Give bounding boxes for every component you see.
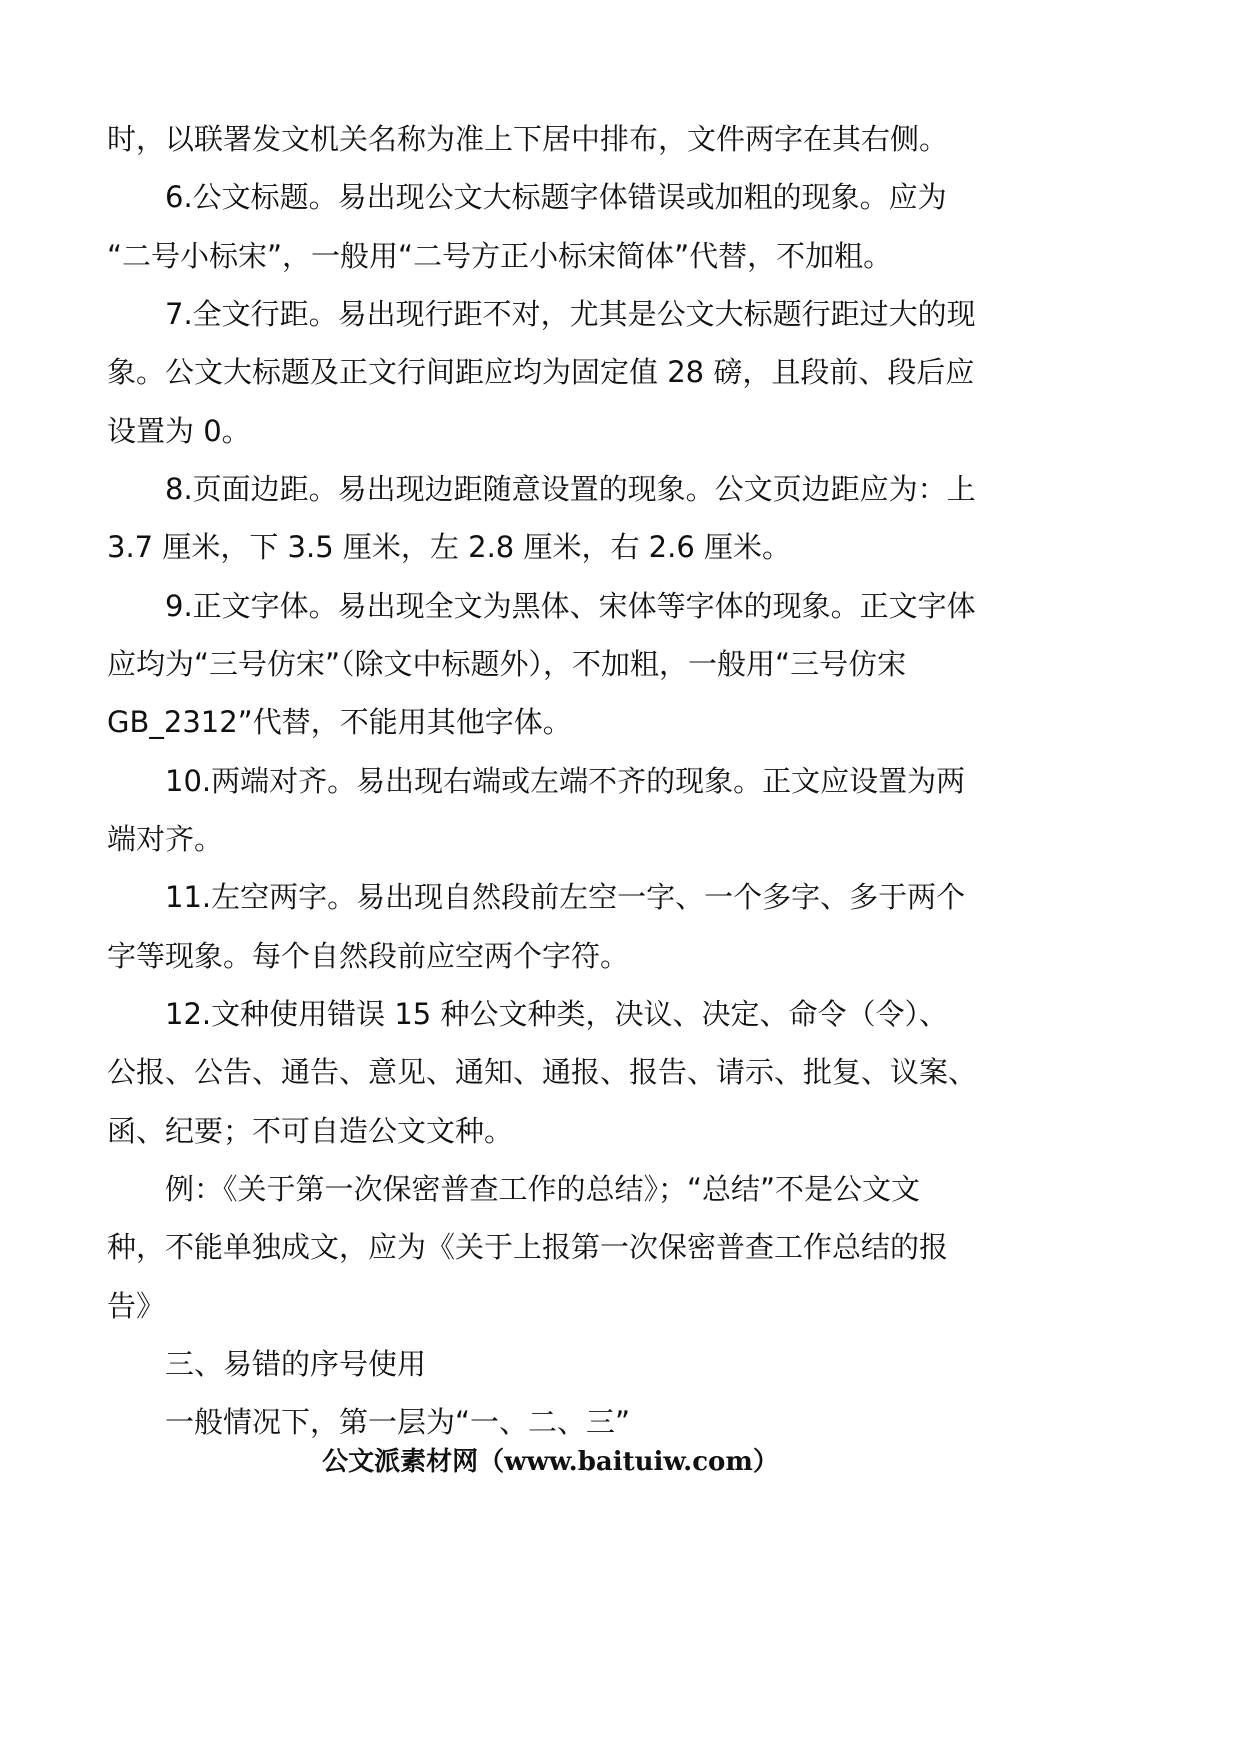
body-text-line: 告》 <box>107 1289 166 1323</box>
body-text-line: 函、纪要；不可自造公文文种。 <box>107 1114 514 1148</box>
body-text-line: 3.7 厘米，下 3.5 厘米，左 2.8 厘米，右 2.6 厘米。 <box>107 530 792 564</box>
body-text-line: 时，以联署发文机关名称为准上下居中排布，文件两字在其右侧。 <box>107 122 949 156</box>
body-text-line: 6.公文标题。易出现公文大标题字体错误或加粗的现象。应为 <box>165 180 947 214</box>
body-text-line: GB_2312”代替，不能用其他字体。 <box>107 705 572 739</box>
footer-watermark: 公文派素材网（www.baituiw.com） <box>322 1447 779 1477</box>
body-text-line: 10.两端对齐。易出现右端或左端不齐的现象。正文应设置为两 <box>165 764 966 798</box>
body-text-line: 设置为 0。 <box>107 414 251 448</box>
body-text-line: 端对齐。 <box>107 822 224 856</box>
body-text-line: 公报、公告、通告、意见、通知、通报、报告、请示、批复、议案、 <box>107 1055 978 1089</box>
body-text-line: 一般情况下，第一层为“一、二、三” <box>165 1405 631 1439</box>
section-heading: 三、易错的序号使用 <box>165 1347 427 1381</box>
body-text-line: “二号小标宋”，一般用“二号方正小标宋简体”代替，不加粗。 <box>107 239 893 273</box>
body-text-line: 象。公文大标题及正文行间距应均为固定值 28 磅，且段前、段后应 <box>107 355 975 389</box>
body-text-line: 9.正文字体。易出现全文为黑体、宋体等字体的现象。正文字体 <box>165 589 976 623</box>
body-text-line: 例：《关于第一次保密普查工作的总结》；“总结”不是公文文 <box>165 1172 921 1206</box>
body-text-line: 12.文种使用错误 15 种公文种类，决议、决定、命令（令）、 <box>165 997 948 1031</box>
body-text-line: 种，不能单独成文，应为《关于上报第一次保密普查工作总结的报 <box>107 1230 949 1264</box>
body-text-line: 字等现象。每个自然段前应空两个字符。 <box>107 939 630 973</box>
body-text-line: 7.全文行距。易出现行距不对，尤其是公文大标题行距过大的现 <box>165 297 976 331</box>
body-text-line: 应均为“三号仿宋”（除文中标题外），不加粗，一般用“三号仿宋 <box>107 647 907 681</box>
body-text-line: 11.左空两字。易出现自然段前左空一字、一个多字、多于两个 <box>165 880 966 914</box>
body-text-line: 8.页面边距。易出现边距随意设置的现象。公文页边距应为：上 <box>165 472 976 506</box>
